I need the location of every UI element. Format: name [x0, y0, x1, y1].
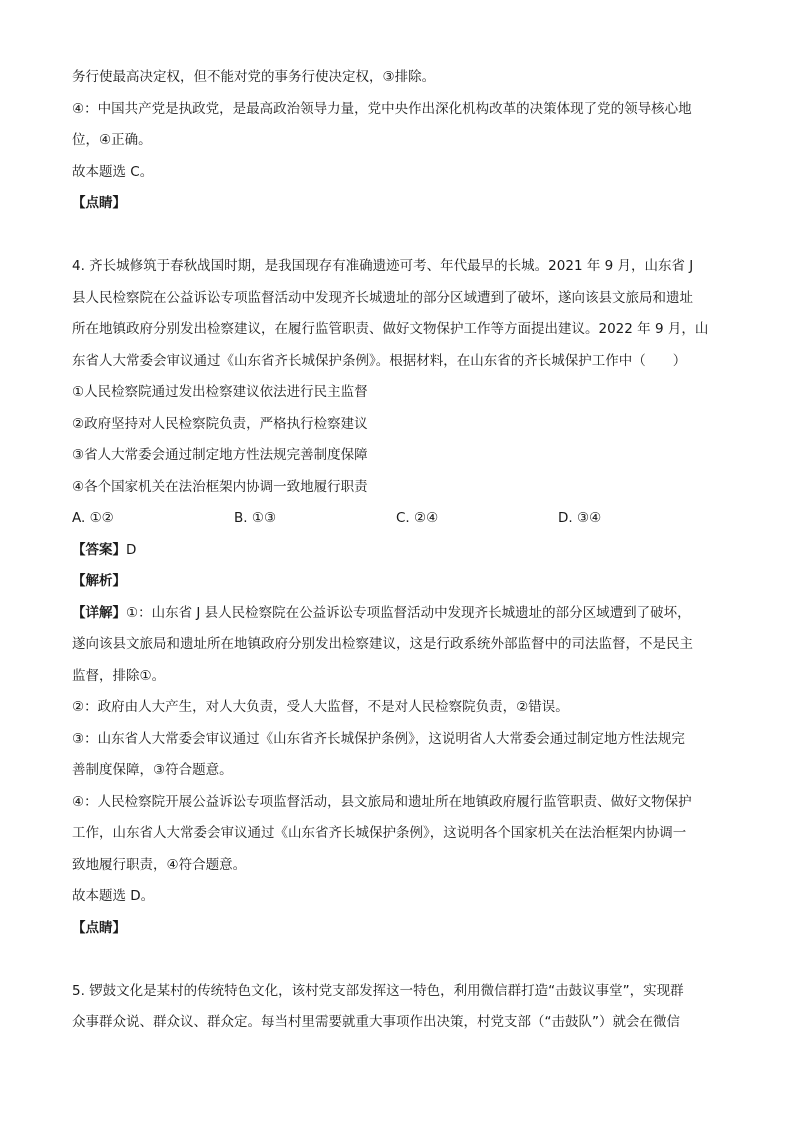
q4-detail-line-5: ③：山东省人大常委会审议通过《山东省齐长城保护条例》，这说明省人大常委会通过制定地方性法规完 [72, 730, 685, 747]
q4-analysis-label: 【解析】 [72, 573, 126, 589]
q4-statement-1: ①人民检察院通过发出检察建议依法进行民主监督 [72, 384, 368, 400]
spacer [72, 220, 724, 252]
q4-answer-value: D [126, 541, 137, 558]
q4-statement-2: ②政府坚持对人民检察院负责，严格执行检察建议 [72, 415, 368, 432]
q4-conclusion: 故本题选 D。 [72, 888, 155, 904]
q4-detail-line-4: ②：政府由人大产生，对人大负责，受人大监督，不是对人民检察院负责，②错误。 [72, 699, 569, 715]
q4-detail-text-1: ①：山东省 J 县人民检察院在公益诉讼专项监督活动中发现齐长城遗址的部分区域遭到了破坏， [126, 604, 691, 621]
q4-detail-line-1 [72, 598, 724, 630]
q4-detail-line-8: 工作，山东省人大常委会审议通过《山东省齐长城保护条例》，这说明各个国家机关在法治框架内协调一 [72, 825, 687, 841]
spacer [72, 944, 724, 976]
q4-options [72, 503, 724, 535]
q4-detail-line-3: 监督，排除①。 [72, 667, 166, 684]
q4-answer [72, 535, 724, 567]
q3-conclusion: 故本题选 C。 [72, 163, 154, 180]
q4-detail-line-7: ④：人民检察院开展公益诉讼专项监督活动，县文旅局和遗址所在地镇政府履行监管职责、做好文物保护 [72, 793, 692, 810]
q4-stem-line-3: 所在地镇政府分别发出检察建议，在履行监管职责、做好文物保护工作等方面提出建议。2022 年 9 月，山 [72, 321, 709, 337]
q5-stem-line-2: 众事群众说、群众议、群众定。每当村里需要就重大事项作出决策，村党支部（“击鼓队”）就会在微信 [72, 1014, 680, 1030]
q3-dianjing-label: 【点睛】 [72, 195, 126, 211]
q4-dianjing-label: 【点睛】 [72, 919, 126, 936]
q4-option-c: C. ②④ [396, 510, 439, 526]
q4-option-b: B. ①③ [234, 510, 277, 526]
q4-stem-line-2: 县人民检察院在公益诉讼专项监督活动中发现齐长城遗址的部分区域遭到了破坏，遂向该县文旅局和遗址 [72, 289, 693, 306]
q5-stem-line-1: 5. 锣鼓文化是某村的传统特色文化，该村党支部发挥这一特色，利用微信群打造“击鼓议事堂”，实现群 [72, 982, 684, 999]
q4-answer-label: 【答案】 [72, 541, 126, 558]
q4-statement-3: ③省人大常委会通过制定地方性法规完善制度保障 [72, 447, 368, 463]
q4-detail-label: 【详解】 [72, 604, 126, 621]
q4-detail-line-2: 遂向该县文旅局和遗址所在地镇政府分别发出检察建议，这是行政系统外部监督中的司法监督，不是民主 [72, 636, 693, 652]
q4-option-d: D. ③④ [558, 510, 602, 526]
q4-statement-4: ④各个国家机关在法治框架内协调一致地履行职责 [72, 478, 368, 495]
q4-detail-line-6: 善制度保障，③符合题意。 [72, 762, 233, 778]
q4-stem-line-1: 4. 齐长城修筑于春秋战国时期，是我国现存有准确遗迹可考、年代最早的长城。2021 年 9 月，山东省 J [72, 258, 694, 274]
q4-stem-line-4: 东省人大常委会审议通过《山东省齐长城保护条例》。根据材料，在山东省的齐长城保护工作中（ ） [72, 352, 687, 369]
document-content [72, 62, 724, 1039]
q3-line-1: 务行使最高决定权，但不能对党的事务行使决定权，③排除。 [72, 69, 436, 85]
q4-option-a: A. ①② [72, 510, 114, 526]
q3-line-2: ④：中国共产党是执政党，是最高政治领导力量，党中央作出深化机构改革的决策体现了党的领导核心地 [72, 100, 692, 117]
q3-line-3: 位，④正确。 [72, 132, 152, 148]
q4-detail-line-9: 致地履行职责，④符合题意。 [72, 856, 247, 873]
